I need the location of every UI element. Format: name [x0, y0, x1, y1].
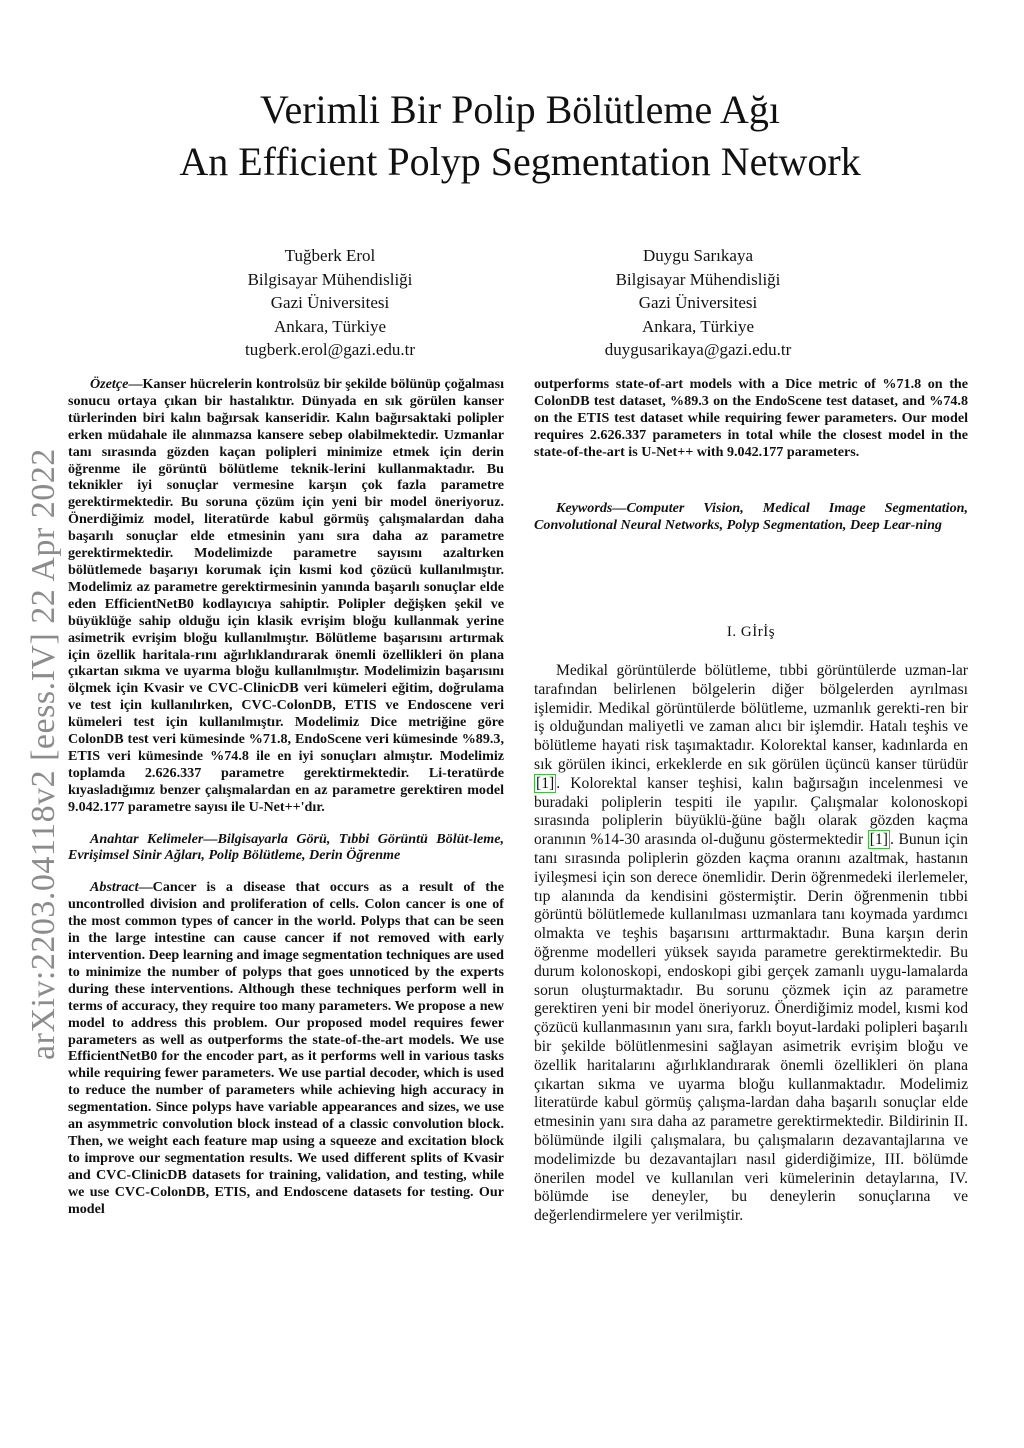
anahtar-text: —Bilgisayarla Görü, Tıbbi Görüntü Bölüt-leme, Evrişimsel Sinir Ağları, Polip Bölütleme, Derin Öğrenme	[68, 830, 504, 864]
author-location: Ankara, Türkiye	[273, 316, 387, 336]
keywords-block	[534, 500, 968, 534]
introduction-paragraph	[534, 662, 968, 1226]
keywords-label: Keywords	[556, 500, 613, 516]
author-university: Gazi Üniversitesi	[638, 293, 758, 312]
ozetce-label: Özetçe	[90, 376, 129, 392]
author-email[interactable]: duygusarikaya@gazi.edu.tr	[604, 340, 792, 359]
author-university: Gazi Üniversitesi	[270, 293, 390, 312]
author-name: Tuğberk Erol	[284, 246, 376, 265]
anahtar-label: Anahtar Kelimeler	[90, 830, 204, 847]
introduction-body	[534, 662, 968, 1226]
author-location: Ankara, Türkiye	[641, 316, 755, 336]
author-block-1	[180, 244, 480, 362]
ozetce-text: —Kanser hücrelerin kontrolsüz bir şekilde bölünüp çoğalması sonucu ortaya çıkan bir hastalıktır. Dünyada en sık görülen kanser türlerinden biri kalın bağırsak kanseridir. Kalın bağırsaktaki polipler erken müdahale ile alınmazsa kansere sebep olabilmektedir. Uzmanlar tanı sırasında gözden kaçan polipleri minimize etmek için derin öğrenme ile görüntü bölütleme teknik-lerini kullanmaktadır. Bu teknikler iyi sonuçlar vermesine karşın çok fazla parametre gerektirmektedir. Bu soruna çözüm için yeni bir model öneriyoruz. Önerdiğimiz model, literatürde kabul görmüş çalışmalardan daha başarılı sonuçlar elde etmesinin yanı sıra daha az parametre gerektirmektedir. Modelimizde parametre sayısını azaltırken bölütlemede başarıyı korumak için kısmi kod çözücü kullanılmıştır. Modelimiz az parametre gerektirmesinin yanında başarılı sonuçlar elde eden EfficientNetB0 kodlayıcıya sahiptir. Polipler değişken şekil ve büyüklüğe sahip olduğu için klasik evrişim bloğu kullanmak yerine asimetrik evrişim bloğu kullanılmıştır. Bölütleme başarısını artırmak için özellik haritala-rını ağırlıklandırarak önemli özellikleri ön plana çıkartan sıkma ve uyarma bloğu kullanılmıştır. Modelimizin başarısını ölçmek için Kvasir ve CVC-ClinicDB veri kümeleri eğitim, doğrulama ve test için kullanılırken, CVC-ColonDB, ETIS ve Endoscene veri kümeleri test için kullanılmıştır. Modelimiz Dice metriğine göre ColonDB test veri kümesinde %71.8, EndoScene veri kümesinde %89.3, ETIS veri kümesinde %74.8 ile en iyi sonuçları almıştır. Modelimiz toplamda 2.626.337 parametre gerektirmektedir. Li-teratürde kıyasladığımız benzer çalışmalardan en az parametre gerektiren model 9.042.177 parametre sayısı ile U-Net++'dır.	[68, 376, 504, 815]
title-english: An Efficient Polyp Segmentation Network	[179, 139, 861, 184]
body-text: . Kolorektal kanser teşhisi, kalın bağırsağın incelenmesi ve buradaki poliplerin tespiti ile yapılır. Çalışmalar kolonoskopi sırasında poliplerin büyüklü-ğüne bağlı olarak gözden kaçma oranının %14-30 arasında ol-duğunu göstermektedir	[534, 774, 968, 849]
section-heading: I. Gİrİş	[726, 624, 776, 640]
author-block-2	[548, 244, 848, 362]
abstract-continued-text: outperforms state-of-art models with a Dice metric of %71.8 on the ColonDB test dataset, %89.3 on the EndoScene test dataset, and %74.8 on the ETIS test dataset while requiring fewer parameters. Our model requires 2.626.337 parameters in total while the closest model in the state-of-the-art is U-Net++ with 9.042.177 parameters.	[534, 376, 968, 460]
anahtar-kelimeler-paragraph	[68, 831, 504, 865]
citation-link[interactable]: [1]	[869, 831, 888, 849]
ozetce-paragraph	[68, 376, 504, 816]
keywords-paragraph	[534, 500, 968, 534]
author-department: Bilgisayar Mühendisliği	[247, 269, 413, 289]
abstract-paragraph	[68, 879, 504, 1217]
body-text: Medikal görüntülerde bölütleme, tıbbi görüntülerde uzman-lar tarafından belirlenen bölgelerin diğer bölgelerden ayrılması işlemidir. Medikal görüntülerde bölütleme, uzmanlık gerekti-ren bir iş olduğundan maliyetli ve zaman alıcı bir işlemdir. Hatalı teşhis ve bölütleme hayati risk taşımaktadır. Kolorektal kanser, kadınlarda en sık görülen ikinci, erkeklerde en sık görülen üçüncü kanser türüdür	[534, 662, 968, 773]
author-name: Duygu Sarıkaya	[642, 246, 753, 265]
abstract-continued	[534, 376, 968, 461]
arxiv-identifier: arXiv:2203.04118v2 [eess.IV] 22 Apr 2022	[25, 448, 62, 1060]
abstract-text: —Cancer is a disease that occurs as a result of the uncontrolled division and proliferation of cells. Colon cancer is one of the most common types of cancer in the world. Polyps that can be seen in the large intestine can cause cancer if not removed with early intervention. Deep learning and image segmentation techniques are used to minimize the number of polyps that goes unnoticed by the experts during these interventions. Although these techniques perform well in terms of accuracy, they require too many parameters. We propose a new model to address this problem. Our proposed model requires fewer parameters as well as outperforms the state-of-the-art models. We use EfficientNetB0 for the encoder part, as it performs well in various tasks while requiring fewer parameters. We use partial decoder, which is used to reduce the number of parameters while achieving high accuracy in segmentation. Since polyps have variable appearances and sizes, we use an asymmetric convolution block instead of a classic convolution block. Then, we weight each feature map using a squeeze and excitation block to improve our segmentation results. We used different splits of Kvasir and CVC-ClinicDB datasets for training, validation, and testing, while we use CVC-ColonDB, ETIS, and Endoscene datasets for testing. Our model	[68, 879, 504, 1217]
author-department: Bilgisayar Mühendisliği	[615, 269, 781, 289]
citation-link[interactable]: [1]	[536, 774, 555, 792]
author-email[interactable]: tugberk.erol@gazi.edu.tr	[244, 340, 415, 359]
keywords-text: —Computer Vision, Medical Image Segmentation, Convolutional Neural Networks, Polyp Segmentation, Deep Lear-ning	[534, 500, 968, 533]
left-column	[68, 376, 504, 1218]
abstract-label: Abstract	[90, 879, 139, 896]
title-turkish: Verimli Bir Polip Bölütleme Ağı	[260, 87, 780, 132]
body-text: . Bunun için tanı sırasında poliplerin gözden kaçma oranını azaltmak, hastanın iyileşmesi için son derece önemlidir. Derin öğrenmedeki ilerlemeler, tıp alanında da kendisini göstermiştir. Derin öğrenmenin tıbbi görüntü bölütlemede kullanılması uzmanlara tanı koymada yardımcı olmakta ve teşhis başarısını arttırmaktadır. Buna karşın derin öğrenme modelleri yüksek sayıda parametre gerektirmektedir. Bu durum kolonoskopi, endoskopi gibi gerçek zamanlı uygu-lamalarda sorun oluşturmaktadır. Bu sorunu çözmek için az parametre gerektiren yeni bir model öneriyoruz. Önerdiğimiz model, kısmi kod çözücü kullanmasının yanı sıra, farklı boyut-lardaki polipleri başarılı bir şekilde bölütlenmesini sağlayan asimetrik evrişim bloğu ve özellik haritalarını ağırlıklandırarak önemli özellikleri ön plana çıkartan sıkma ve uyarma bloğu kullanmaktadır. Modelimiz literatürde kabul görmüş çalışma-lardan daha başarılı sonuçlar elde etmesinin yanı sıra daha az parametre gerektirmektedir. Bildirinin II. bölümünde ilgili çalışmalara, bu çalışmaların dezavantajlarına ve modelimizde bu dezavantajları nasıl giderdiğimize, III. bölümde önerilen model ve kullanılan veri kümelerinin detaylarına, IV. bölümde ise deneyler, bu deneylerin sonuçlarına ve değerlendirmelere yer verilmiştir.	[534, 831, 968, 1225]
